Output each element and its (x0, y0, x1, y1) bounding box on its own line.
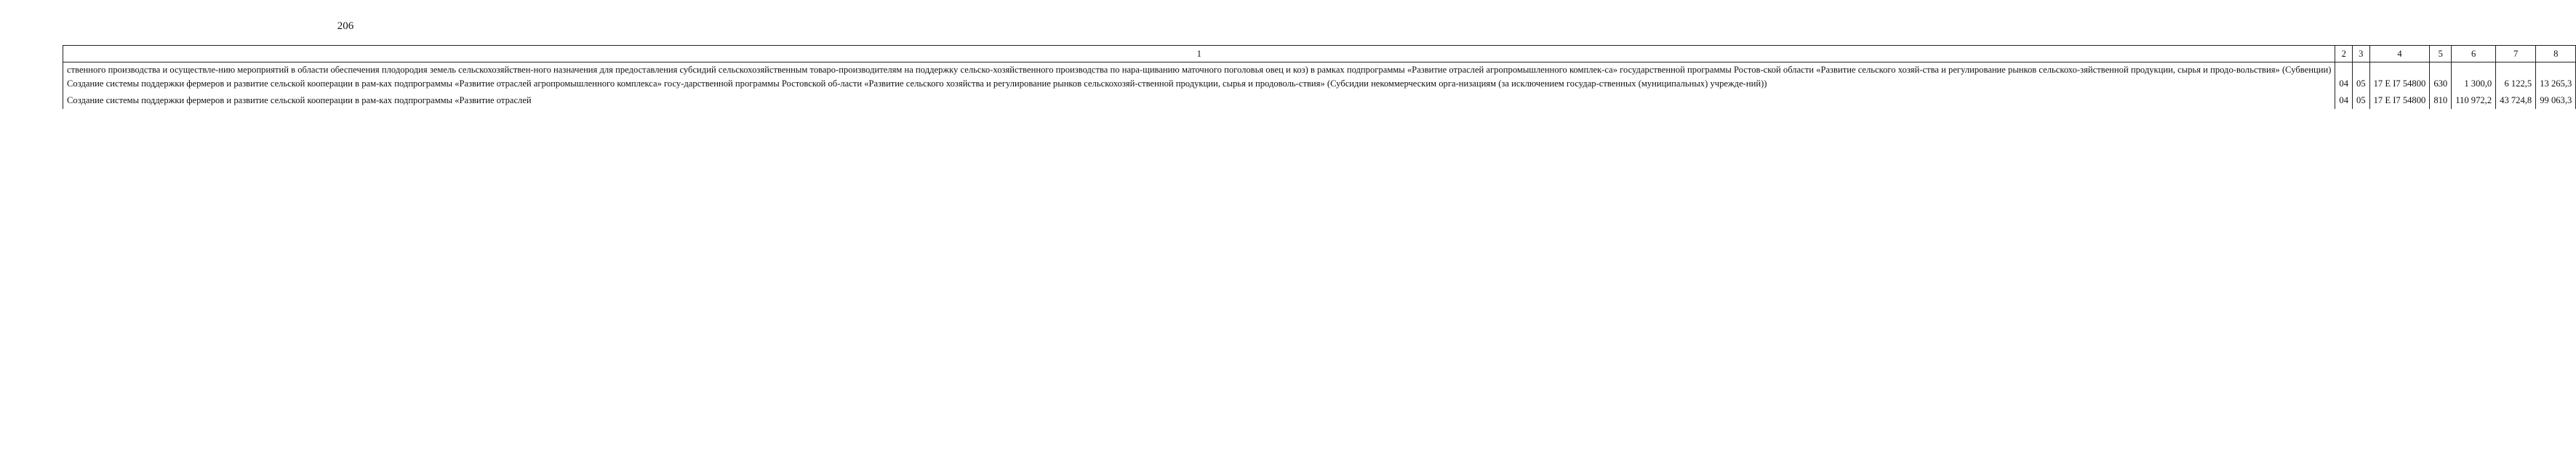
cell-col2: 04 (2335, 76, 2353, 92)
page-number: 206 (337, 20, 354, 32)
cell-col6 (2452, 62, 2496, 76)
cell-col5 (2430, 62, 2452, 76)
cell-col2: 04 (2335, 92, 2353, 109)
cell-col5: 630 (2430, 76, 2452, 92)
column-header-6: 6 (2452, 46, 2496, 62)
row-description: Создание системы поддержки фермеров и развитие сельской кооперации в рам-ках подпрограммы «Развитие отраслей агропромышленного комплекса» госу-дарственной программы Ростовской об-ласти «Развитие сельского хозяйства и регулирование рынков сельскохозяй-ственной продукции, сырья и продоволь-ствия» (Субсидии некоммерческим орга-низациям (за исключением государ-ственных (муниципальных) учрежде-ний)) (63, 76, 2335, 92)
cell-col5: 810 (2430, 92, 2452, 109)
cell-col7: 6 122,5 (2496, 76, 2536, 92)
cell-col8 (2536, 62, 2576, 76)
column-header-5: 5 (2430, 46, 2452, 62)
table-row (63, 76, 2576, 92)
column-header-8: 8 (2536, 46, 2576, 62)
cell-col8: 13 265,3 (2536, 76, 2576, 92)
cell-col4 (2369, 62, 2430, 76)
column-header-2: 2 (2335, 46, 2353, 62)
cell-col2 (2335, 62, 2353, 76)
cell-col4: 17 Е I7 54800 (2369, 92, 2430, 109)
column-header-4: 4 (2369, 46, 2430, 62)
cell-col4: 17 Е I7 54800 (2369, 76, 2430, 92)
cell-col3 (2353, 62, 2370, 76)
cell-col3: 05 (2353, 76, 2370, 92)
column-header-3: 3 (2353, 46, 2370, 62)
row-description: Создание системы поддержки фермеров и развитие сельской кооперации в рам-ках подпрограммы «Развитие отраслей (63, 92, 2335, 109)
cell-col8: 99 063,3 (2536, 92, 2576, 109)
cell-col3: 05 (2353, 92, 2370, 109)
column-header-1: 1 (63, 46, 2335, 62)
cell-col6: 1 300,0 (2452, 76, 2496, 92)
cell-col7: 43 724,8 (2496, 92, 2536, 109)
column-header-7: 7 (2496, 46, 2536, 62)
table-row (63, 92, 2576, 109)
cell-col7 (2496, 62, 2536, 76)
table-row (63, 62, 2576, 76)
budget-table (63, 45, 2576, 109)
row-description: ственного производства и осуществле-нию мероприятий в области обеспечения плодородия земель сельскохозяйствен-ного назначения для предоставления субсидий сельскохозяйственным товаро-производителям на поддержку сельско-хозяйственного производства по нара-щиванию маточного поголовья овец и коз) в рамках подпрограммы «Развитие отраслей агропромышленного комплек-са» государственной программы Ростов-ской области «Развитие сельского хозяй-ства и регулирование рынков сельскохо-зяйственной продукции, сырья и продо-вольствия» (Субвенции) (63, 62, 2335, 76)
header-row (63, 46, 2576, 62)
cell-col6: 110 972,2 (2452, 92, 2496, 109)
